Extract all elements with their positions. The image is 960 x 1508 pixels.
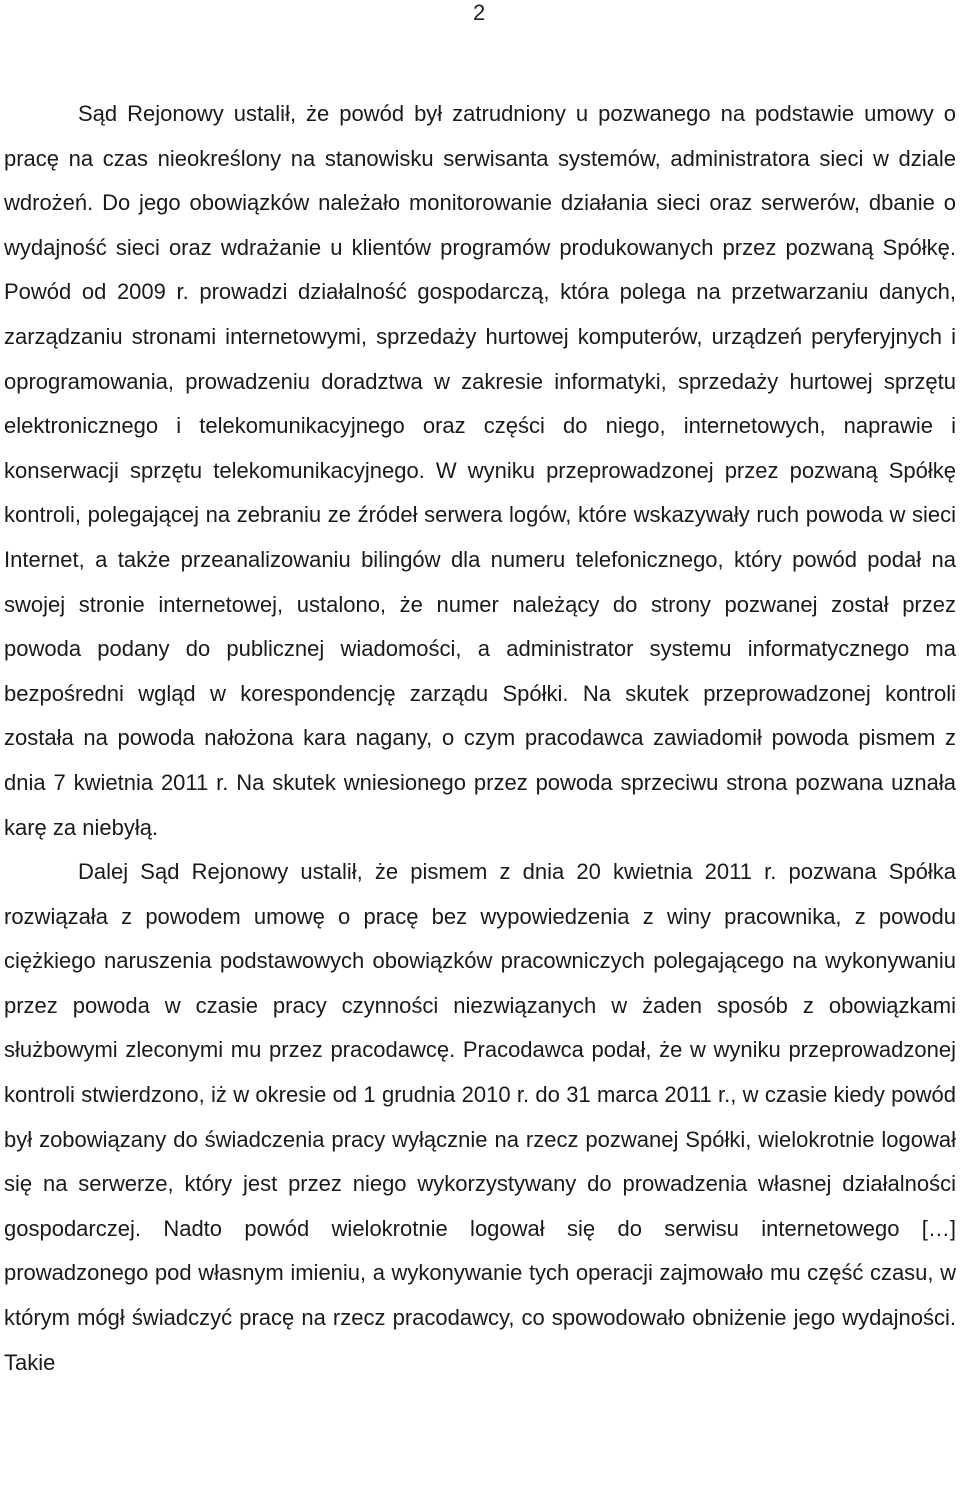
page-number: 2 (473, 0, 486, 25)
paragraph-1: Sąd Rejonowy ustalił, że powód był zatrudniony u pozwanego na podstawie umowy o pracę na czas nieokreślony na stanowisku serwisanta systemów, administratora sieci w dziale wdrożeń. Do jego obowiązków należało monitorowanie działania sieci oraz serwerów, dbanie o wydajność sieci oraz wdrażanie u klientów programów produkowanych przez pozwaną Spółkę. Powód od 2009 r. prowadzi działalność gospodarczą, która polega na przetwarzaniu danych, zarządzaniu stronami internetowymi, sprzedaży hurtowej komputerów, urządzeń peryferyjnych i oprogramowania, prowadzeniu doradztwa w zakresie informatyki, sprzedaży hurtowej sprzętu elektronicznego i telekomunikacyjnego oraz części do niego, internetowych, naprawie i konserwacji sprzętu telekomunikacyjnego. W wyniku przeprowadzonej przez pozwaną Spółkę kontroli, polegającej na zebraniu ze źródeł serwera logów, które wskazywały ruch powoda w sieci Internet, a także przeanalizowaniu bilingów dla numeru telefonicznego, który powód podał na swojej stronie internetowej, ustalono, że numer należący do strony pozwanej został przez powoda podany do publicznej wiadomości, a administrator systemu informatycznego ma bezpośredni wgląd w korespondencję zarządu Spółki. Na skutek przeprowadzonej kontroli została na powoda nałożona kara nagany, o czym pracodawca zawiadomił powoda pismem z dnia 7 kwietnia 2011 r. Na skutek wniesionego przez powoda sprzeciwu strona pozwana uznała karę za niebyłą. (4, 101, 956, 840)
document-body (4, 92, 956, 1385)
paragraph-2: Dalej Sąd Rejonowy ustalił, że pismem z dnia 20 kwietnia 2011 r. pozwana Spółka rozwiązała z powodem umowę o pracę bez wypowiedzenia z winy pracownika, z powodu ciężkiego naruszenia podstawowych obowiązków pracowniczych polegającego na wykonywaniu przez powoda w czasie pracy czynności niezwiązanych w żaden sposób z obowiązkami służbowymi zleconymi mu przez pracodawcę. Pracodawca podał, że w wyniku przeprowadzonej kontroli stwierdzono, iż w okresie od 1 grudnia 2010 r. do 31 marca 2011 r., w czasie kiedy powód był zobowiązany do świadczenia pracy wyłącznie na rzecz pozwanej Spółki, wielokrotnie logował się na serwerze, który jest przez niego wykorzystywany do prowadzenia własnej działalności gospodarczej. Nadto powód wielokrotnie logował się do serwisu internetowego […] prowadzonego pod własnym imieniu, a wykonywanie tych operacji zajmowało mu część czasu, w którym mógł świadczyć pracę na rzecz pracodawcy, co spowodowało obniżenie jego wydajności. Takie (4, 859, 956, 1375)
